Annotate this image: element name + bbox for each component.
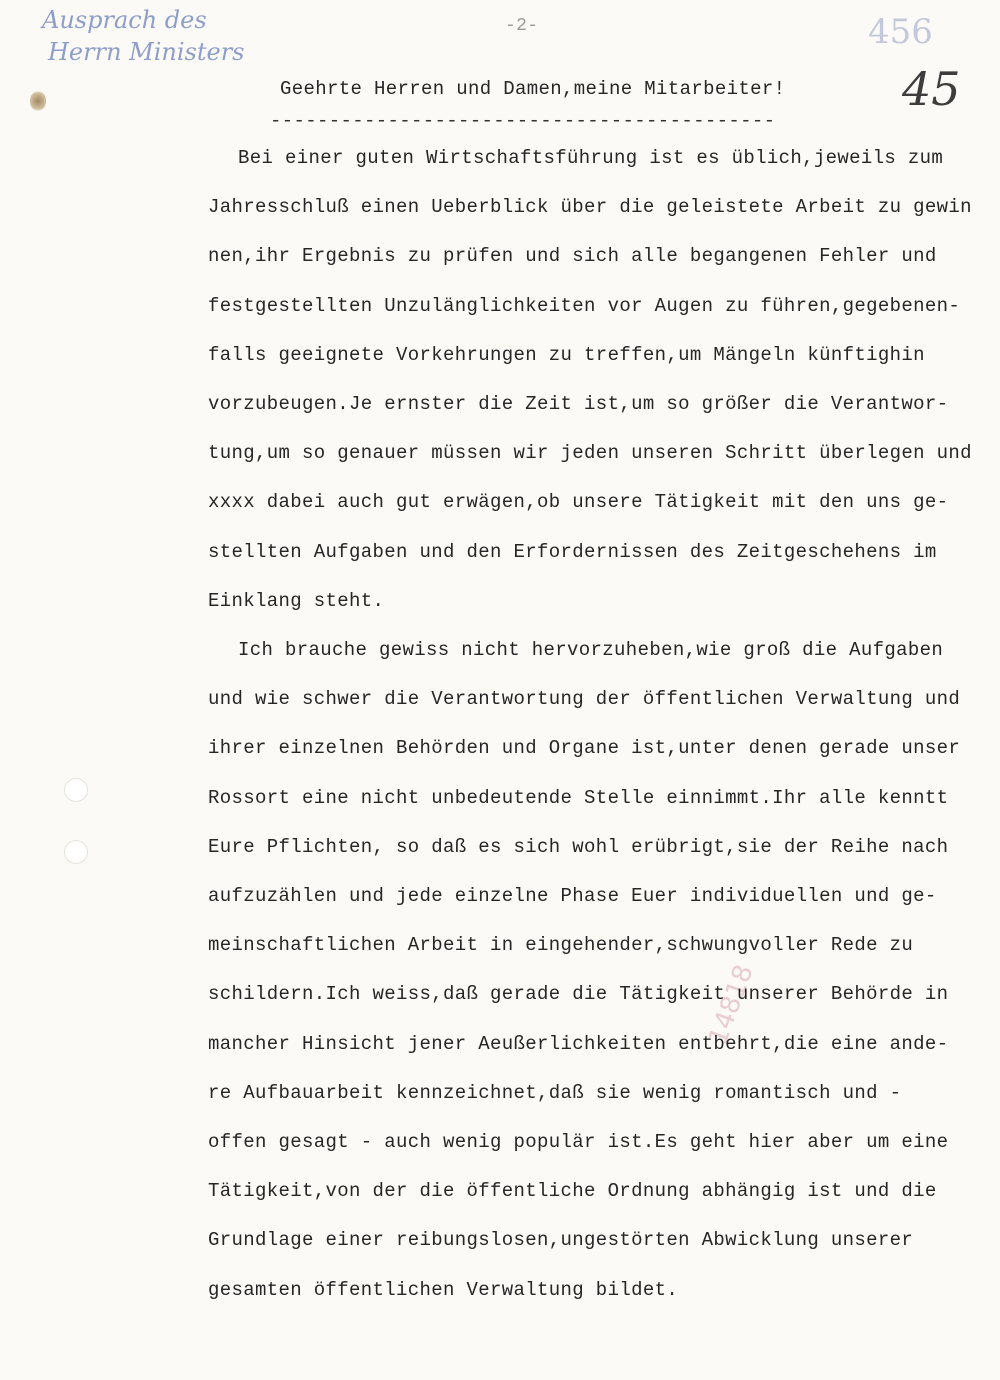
body-line: mancher Hinsicht jener Aeußerlichkeiten entbehrt,die eine ande- [208,1032,949,1055]
body-line: Tätigkeit,von der die öffentliche Ordnung abhängig ist und die [208,1180,937,1203]
body-line: vorzubeugen.Je ernster die Zeit ist,um so größer die Verantwor- [208,393,949,415]
paper-stain [30,90,46,112]
body-line: Grundlage einer reibungslosen,ungestörten Abwicklung unserer [208,1229,914,1252]
body-line: Einklang steht. [208,589,385,612]
body-line: festgestellten Unzulänglichkeiten vor Augen zu führen,gegebenen- [208,294,961,317]
handwritten-note-line1: Ausprach des [42,6,207,34]
faint-pencil-number: 456 [868,12,933,52]
body-line: und wie schwer die Verantwortung der öffentlichen Verwaltung und [208,688,961,711]
body-line: Rossort eine nicht unbedeutende Stelle einnimmt.Ihr alle kenntt [208,786,949,809]
body-line: xxxx dabei auch gut erwägen,ob unsere Tätigkeit mit den uns ge- [208,491,949,514]
body-line: meinschaftlichen Arbeit in eingehender,schwungvoller Rede zu [208,934,914,957]
body-line: gesamten öffentlichen Verwaltung bildet. [208,1278,679,1301]
faint-stamp: 14818 [703,961,760,1049]
handwritten-page-mark: 45 [902,62,961,116]
body-line: Jahresschluß einen Ueberblick über die geleistete Arbeit zu gewin [208,196,972,219]
body-line: ihrer einzelnen Behörden und Organe ist,unter denen gerade unser [208,737,961,760]
punch-hole-upper [64,778,88,802]
body-line: tung,um so genauer müssen wir jeden unseren Schritt überlegen und [208,442,972,465]
body-line: nen,ihr Ergebnis zu prüfen und sich alle begangenen Fehler und [208,245,937,268]
heading-underline: ------------------------------------------- [270,110,776,132]
body-line: Ich brauche gewiss nicht hervorzuheben,wie groß die Aufgaben [238,639,944,661]
body-line: offen gesagt - auch wenig populär ist.Es geht hier aber um eine [208,1131,949,1153]
body-line: stellten Aufgaben und den Erfordernissen des Zeitgeschehens im [208,540,937,563]
body-line: Eure Pflichten, so daß es sich wohl erübrigt,sie der Reihe nach [208,835,949,858]
punch-hole-lower [64,840,88,864]
page-number: -2- [505,16,539,36]
handwritten-note-line2: Herrn Ministers [48,38,245,66]
body-line: schildern.Ich weiss,daß gerade die Tätigkeit unserer Behörde in [208,983,949,1006]
body-line: falls geeignete Vorkehrungen zu treffen,um Mängeln künftighin [208,343,925,366]
body-line: Bei einer guten Wirtschaftsführung ist es üblich,jeweils zum [238,147,944,169]
body-line: aufzuzählen und jede einzelne Phase Euer individuellen und ge- [208,885,937,907]
body-line: re Aufbauarbeit kennzeichnet,daß sie wenig romantisch und - [208,1081,902,1104]
heading: Geehrte Herren und Damen,meine Mitarbeiter! [280,78,786,100]
